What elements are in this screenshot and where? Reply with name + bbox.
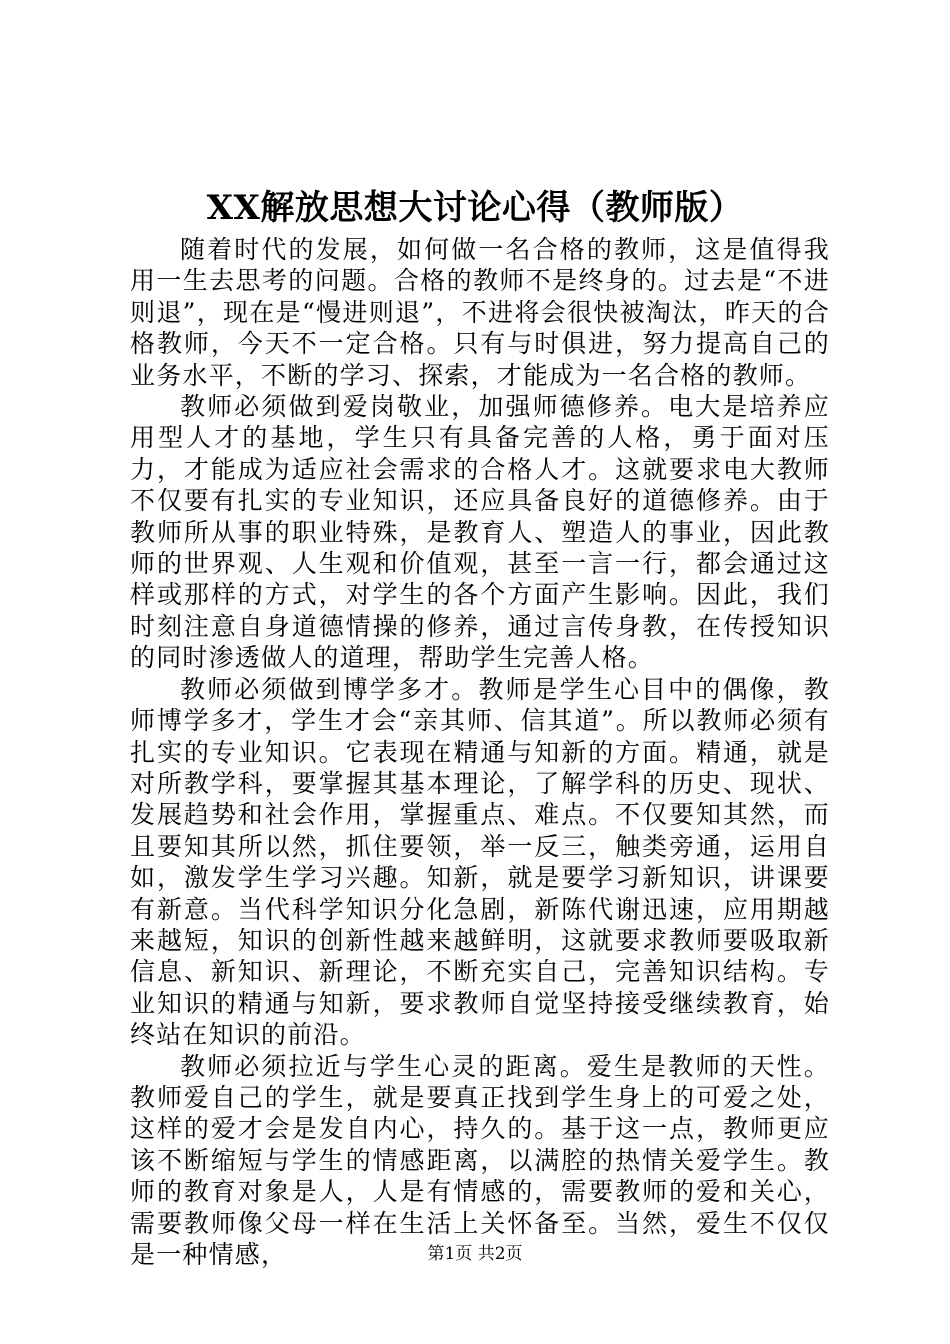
page-footer: 第1页 共2页 bbox=[427, 1244, 523, 1264]
paragraph: 教师必须做到爱岗敬业，加强师德修养。电大是培养应用型人才的基地，学生只有具备完善的人格，勇于面对压力，才能成为适应社会需求的合格人才。这就要求电大教师不仅要有扎实的专业知识，还应具备良好的道德修养。由于教师所从事的职业特殊，是教育人、塑造人的事业，因此教师的世界观、人生观和价值观，甚至一言一行，都会通过这样或那样的方式，对学生的各个方面产生影响。因此，我们时刻注意自身道德情操的修养，通过言传身教，在传授知识的同时渗透做人的道理，帮助学生完善人格。 bbox=[130, 392, 830, 673]
document-title: XX解放思想大讨论心得（教师版） bbox=[206, 188, 744, 228]
paragraph: 随着时代的发展，如何做一名合格的教师，这是值得我用一生去思考的问题。合格的教师不是终身的。过去是“不进则退”，现在是“慢进则退”，不进将会很快被淘汰，昨天的合格教师，今天不一定合格。只有与时俱进，努力提高自己的业务水平，不断的学习、探索，才能成为一名合格的教师。 bbox=[130, 235, 830, 390]
paragraph: 教师必须拉近与学生心灵的距离。爱生是教师的天性。教师爱自己的学生，就是要真正找到学生身上的可爱之处，这样的爱才会是发自内心，持久的。基于这一点，教师更应该不断缩短与学生的情感距离，以满腔的热情关爱学生。教师的教育对象是人，人是有情感的，需要教师的爱和关心，需要教师像父母一样在生活上关怀备至。当然，爱生不仅仅是一种情感， bbox=[130, 1051, 830, 1269]
paragraph: 教师必须做到博学多才。教师是学生心目中的偶像，教师博学多才，学生才会“亲其师、信其道”。所以教师必须有扎实的专业知识。它表现在精通与知新的方面。精通，就是对所教学科，要掌握其基本理论，了解学科的历史、现状、发展趋势和社会作用，掌握重点、难点。不仅要知其然，而且要知其所以然，抓住要领，举一反三，触类旁通，运用自如，激发学生学习兴趣。知新，就是要学习新知识，讲课要有新意。当代科学知识分化急剧，新陈代谢迅速，应用期越来越短，知识的创新性越来越鲜明，这就要求教师要吸取新信息、新知识、新理论，不断充实自己，完善知识结构。专业知识的精通与知新，要求教师自觉坚持接受继续教育，始终站在知识的前沿。 bbox=[130, 674, 830, 1050]
document-body bbox=[130, 234, 830, 1270]
